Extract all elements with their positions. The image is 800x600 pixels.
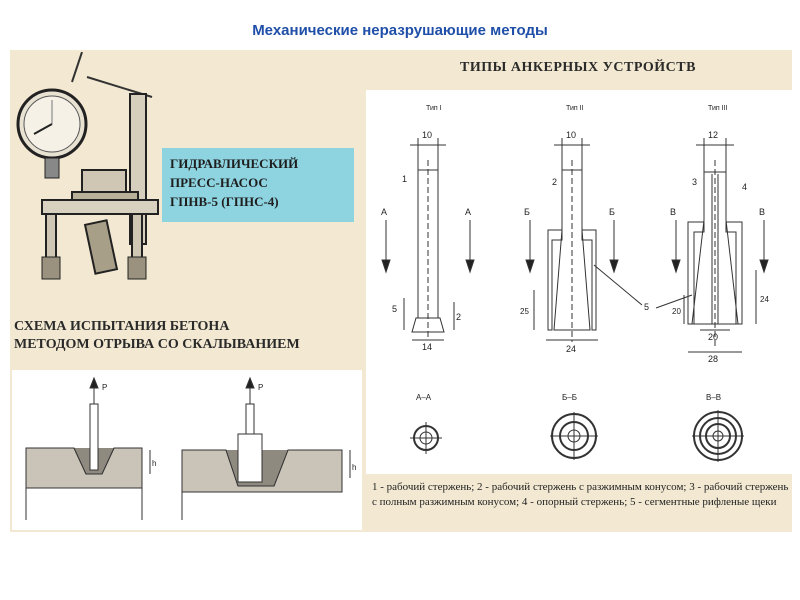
anchor-types-heading: ТИПЫ АНКЕРНЫХ УСТРОЙСТВ: [460, 60, 696, 75]
section-letter-v-left: В: [670, 207, 677, 217]
section-letter-b-left: Б: [524, 207, 530, 217]
side-dim-t1-b: 2: [456, 312, 462, 322]
side-dim-t1-a: 5: [392, 304, 398, 314]
part-number-5: 5: [644, 302, 650, 312]
part-number-1: 1: [402, 174, 408, 184]
page-title: Механические неразрушающие методы: [252, 22, 548, 39]
dim-top-2: 10: [566, 130, 577, 140]
press-label-line1: ГИДРАВЛИЧЕСКИЙ: [170, 156, 299, 171]
press-label-line3: ГПНВ-5 (ГПНС-4): [170, 194, 279, 209]
section-letter-a-right: А: [465, 207, 472, 217]
pull-off-test-scheme: [12, 370, 362, 530]
part-number-4: 4: [742, 182, 748, 192]
type-label-2: Тип II: [566, 105, 584, 112]
side-dim-t3-b: 24: [760, 295, 769, 304]
anchor-type-2: [526, 138, 642, 342]
scheme-heading-line2: МЕТОДОМ ОТРЫВА СО СКАЛЫВАНИЕМ: [14, 337, 300, 352]
scheme-force-right: P: [258, 383, 264, 392]
anchor-types-drawing: [366, 90, 792, 474]
part-number-2: 2: [552, 177, 558, 187]
anchor-type-3: [656, 138, 768, 352]
section-a-circle: [410, 422, 442, 454]
type-label-1: Тип I: [426, 105, 442, 112]
side-dim-t2: 25: [520, 307, 529, 316]
press-label-box: [162, 148, 354, 222]
scheme-depth-left: h: [152, 459, 157, 468]
section-b-circle: [550, 412, 598, 460]
section-v-circle: [692, 410, 744, 462]
dim-top-1: 10: [422, 130, 433, 140]
scheme-heading: [14, 318, 354, 354]
section-label-v: В–В: [706, 393, 722, 402]
section-label-b: Б–Б: [562, 393, 577, 402]
dim-bottom-3b: 28: [708, 354, 719, 364]
type-label-3: Тип III: [708, 105, 728, 112]
section-label-a: А–А: [416, 393, 432, 402]
section-letter-a-left: А: [381, 207, 388, 217]
scheme-depth-right: h: [352, 463, 357, 472]
hydraulic-press-illustration: [12, 52, 162, 302]
dim-bottom-3a: 20: [708, 332, 719, 342]
dim-top-3: 12: [708, 130, 719, 140]
side-dim-t3-a: 20: [672, 307, 681, 316]
part-number-3: 3: [692, 177, 698, 187]
legend-text: 1 - рабочий стержень; 2 - рабочий стержень с разжимным конусом; 3 - рабочий стержень с полным разжимным конусом; 4 - опорный стержень; 5 - сегментные рифленые щеки: [372, 481, 789, 508]
section-letter-b-right: Б: [609, 207, 615, 217]
dim-bottom-2: 24: [566, 344, 577, 354]
press-label-line2: ПРЕСС-НАСОС: [170, 175, 268, 190]
section-letter-v-right: В: [759, 207, 766, 217]
scheme-heading-line1: СХЕМА ИСПЫТАНИЯ БЕТОНА: [14, 319, 230, 334]
dim-bottom-1: 14: [422, 342, 433, 352]
scheme-force-left: P: [102, 383, 108, 392]
